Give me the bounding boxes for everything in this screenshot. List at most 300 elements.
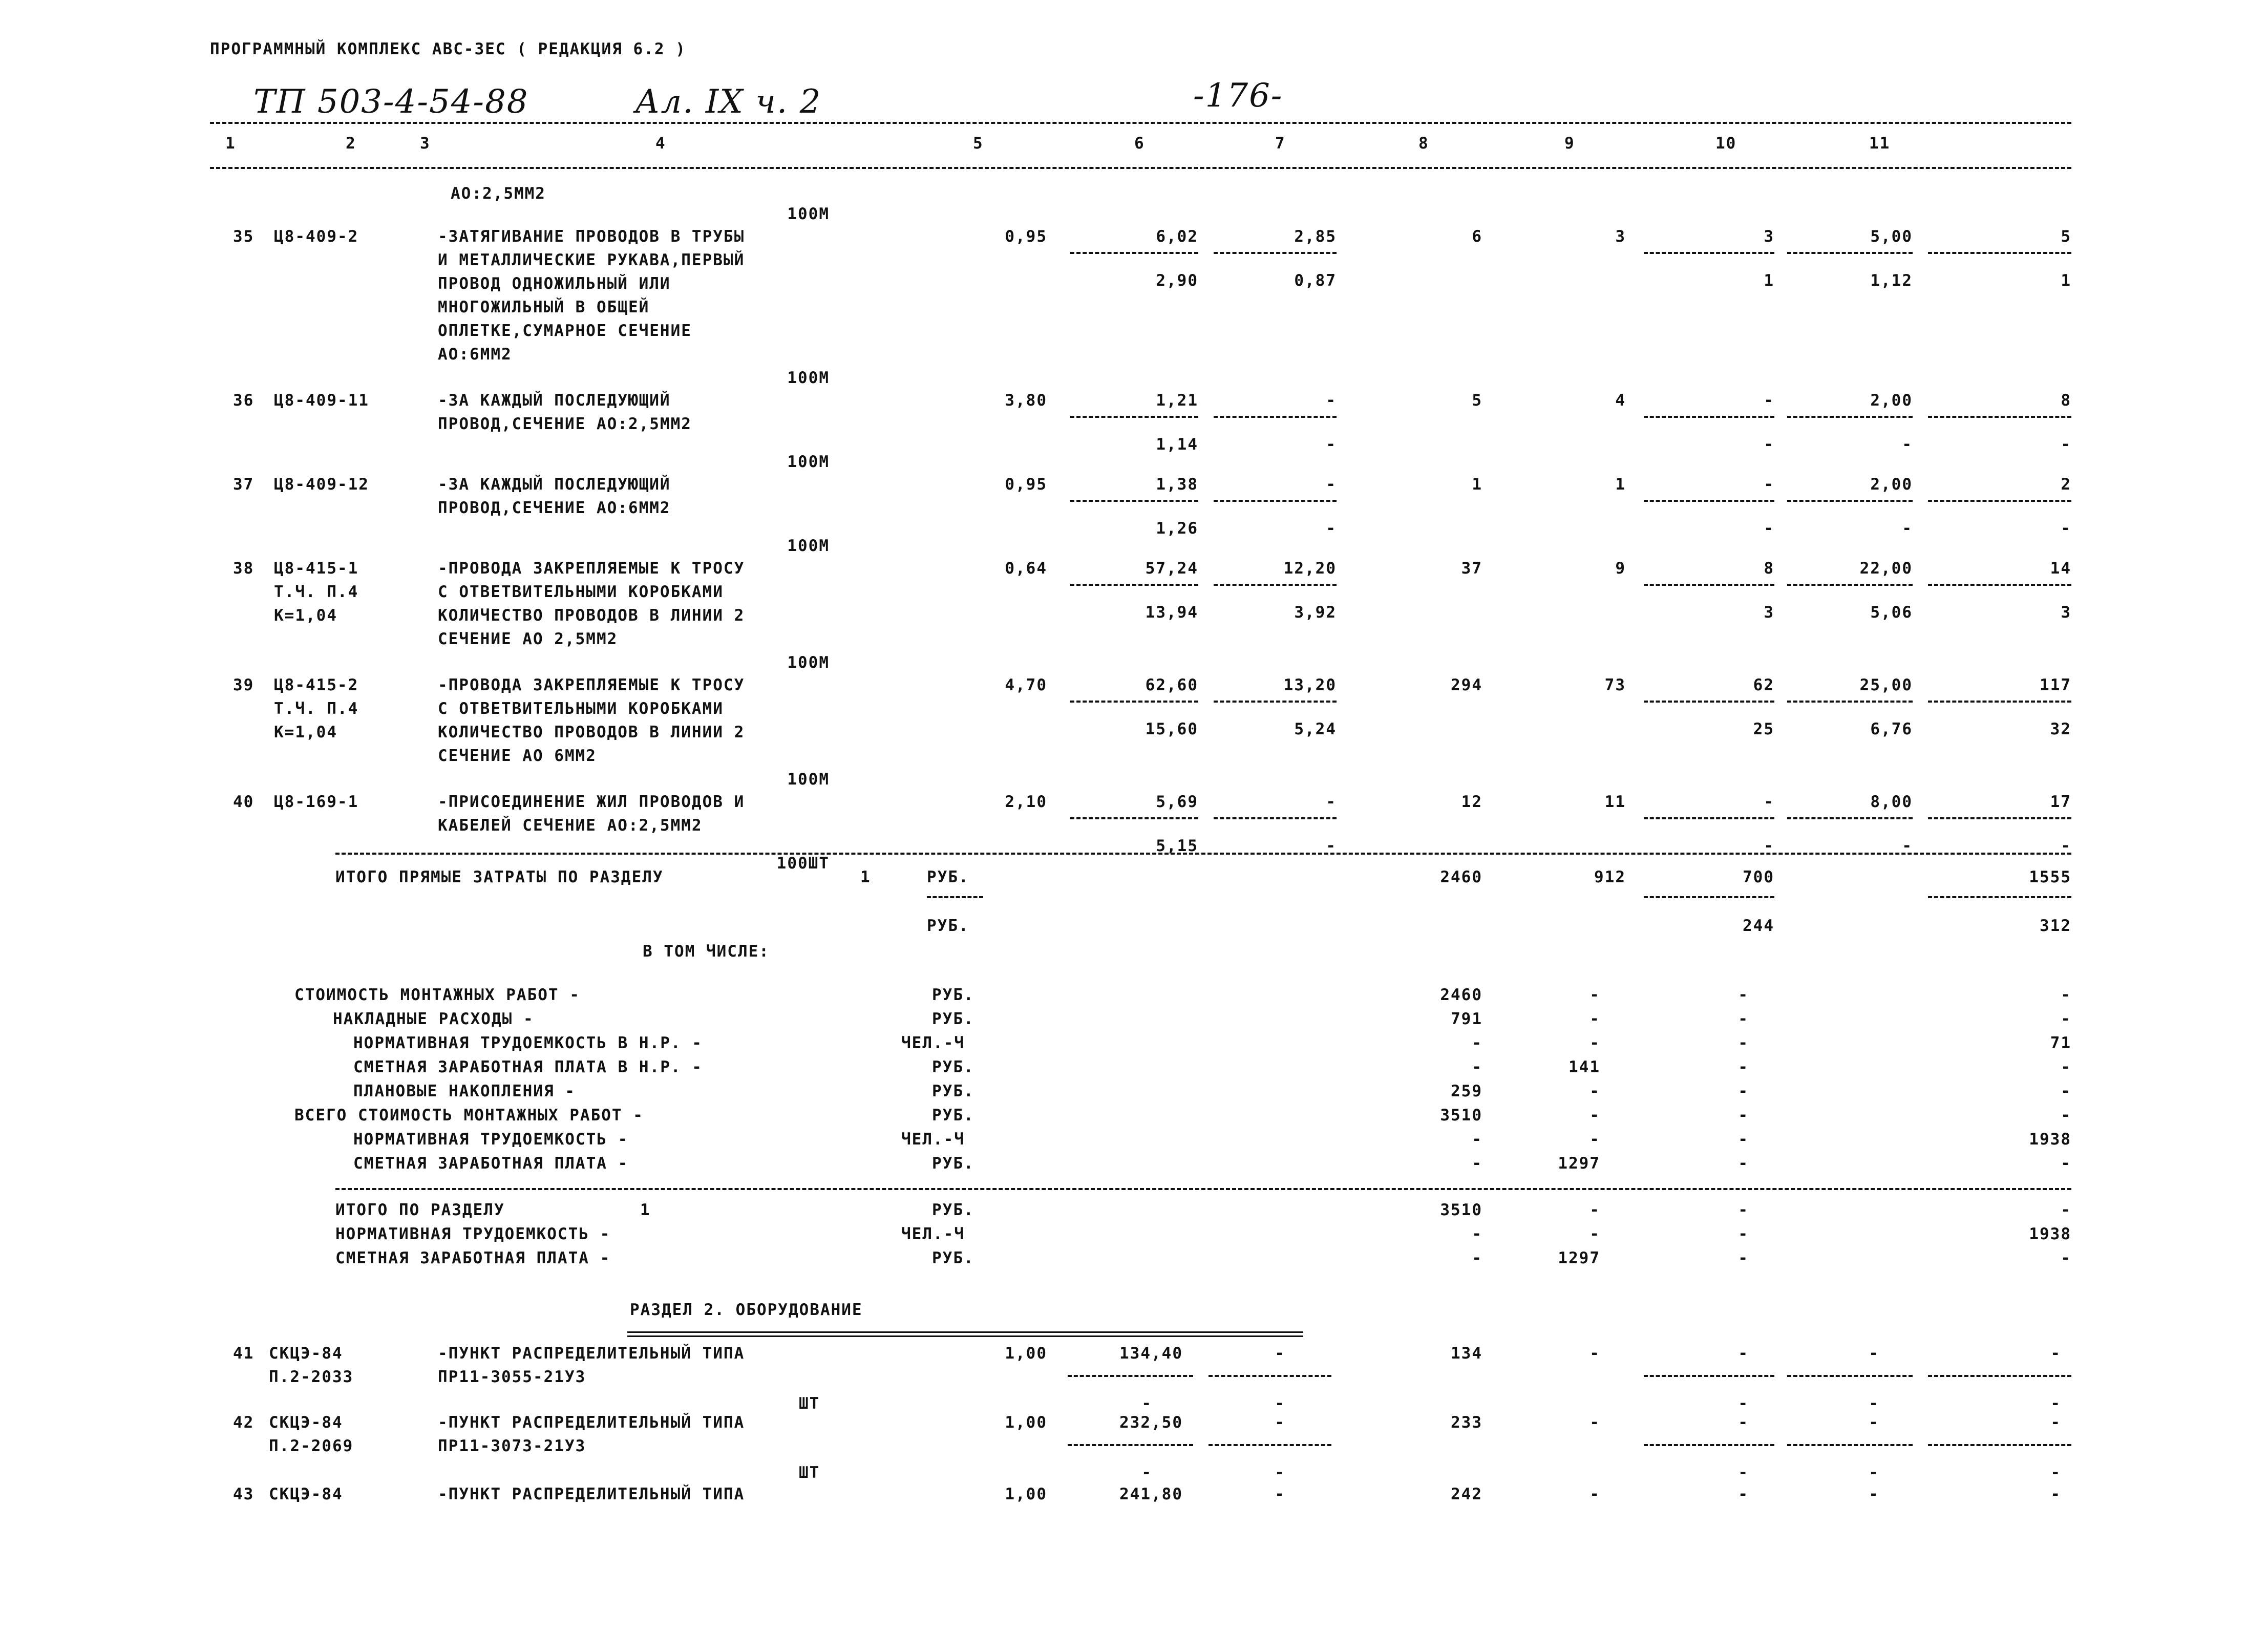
cell-c10-bottom: 1,12 [1870,271,1913,290]
summary-c8: 1297 [1558,1154,1600,1173]
cell-c11-top: 117 [2040,676,2071,694]
cell-c5-top: 5,69 [1156,793,1198,811]
col-header-11: 11 [1869,134,1891,153]
unit-label: 100М [787,369,830,387]
cell-c9-top: - [1764,793,1774,811]
cell-c5-top: 57,24 [1145,559,1198,578]
cell-c11-top: 14 [2050,559,2071,578]
cell-c5-bottom: 1,26 [1156,519,1198,538]
dash-rule [1070,817,1198,819]
col-header-6: 6 [1134,134,1145,153]
cell-c6-top: - [1326,793,1337,811]
dash-rule [1928,500,2071,502]
section-total-c7: - [1472,1225,1482,1243]
cell-c10-top: - [1869,1344,1879,1363]
cell-c6-bottom: - [1326,837,1337,855]
cell-c4: 1,00 [1005,1344,1047,1363]
section-total-c8: - [1589,1225,1600,1243]
total-direct-label: ИТОГО ПРЯМЫЕ ЗАТРАТЫ ПО РАЗДЕЛУ [335,868,664,886]
cell-c5-top: 1,21 [1156,391,1198,410]
item-number: 39 [233,676,255,694]
summary-c8: - [1589,986,1600,1004]
cell-c8: 1 [1615,475,1626,494]
doc-code: ТП 503-4-54-88 [253,83,529,121]
col-header-4: 4 [655,134,666,153]
summary-c7: 791 [1451,1010,1482,1028]
cell-c10-bottom: - [1869,1394,1879,1413]
cell-c10-top: 2,00 [1870,391,1913,410]
item-text: КАБЕЛЕЙ СЕЧЕНИЕ АО:2,5ММ2 [438,816,703,835]
item-number: 41 [233,1344,255,1363]
dash-rule [1644,416,1774,418]
total-direct-c9b: 244 [1743,917,1774,935]
item-text: ПР11-3055-21УЗ [438,1368,586,1386]
summary-unit: РУБ. [932,986,974,1004]
summary-c8: - [1589,1034,1600,1052]
cell-c9-bottom: 1 [1764,271,1774,290]
cell-c9-top: - [1738,1485,1749,1503]
total-rule [335,853,2071,855]
summary-c9: - [1738,1106,1749,1125]
cell-c6-top: 12,20 [1283,559,1337,578]
cell-c7: 294 [1451,676,1482,694]
cell-c9-bottom: 25 [1753,720,1774,738]
dash-rule [1068,1444,1193,1446]
cell-c9-top: - [1764,391,1774,410]
dash-rule [1787,500,1913,502]
cell-c7: 12 [1461,793,1482,811]
item-number: 37 [233,475,255,494]
summary-unit: РУБ. [932,1082,974,1100]
section2-underline [627,1331,1303,1337]
cell-c11-top: 17 [2050,793,2071,811]
cell-c9-bottom: - [1764,837,1774,855]
item-text: ПР11-3073-21УЗ [438,1437,586,1455]
dash-rule [1928,1444,2071,1446]
item-code: Ц8-169-1 [274,793,359,811]
summary-unit: ЧЕЛ.-Ч [901,1130,965,1149]
item-text: АО:2,5ММ2 [451,184,546,203]
section-total-c9: - [1738,1225,1749,1243]
unit-label: ШТ [799,1394,820,1413]
col-header-9: 9 [1564,134,1575,153]
dash-rule [1214,817,1337,819]
item-text: -ПРОВОДА ЗАКРЕПЛЯЕМЫЕ К ТРОСУ [438,559,745,578]
item-code: П.2-2033 [269,1368,354,1386]
cell-c11-bottom: 1 [2061,271,2071,290]
cell-c5-bottom: 1,14 [1156,435,1198,454]
cell-c8: 73 [1604,676,1626,694]
item-text: С ОТВЕТВИТЕЛЬНЫМИ КОРОБКАМИ [438,699,724,718]
cell-c8: 3 [1615,227,1626,246]
cell-c4: 0,95 [1005,227,1047,246]
cell-c5-top: 134,40 [1119,1344,1183,1363]
summary-c11: 1938 [2029,1130,2071,1149]
col-header-7: 7 [1275,134,1286,153]
summary-c11: - [2061,1082,2071,1100]
cell-c4: 4,70 [1005,676,1047,694]
cell-c7: 242 [1451,1485,1482,1503]
cell-c11-bottom: - [2050,1394,2061,1413]
cell-c11-bottom: 32 [2050,720,2071,738]
cell-c10-top: - [1869,1485,1879,1503]
item-code: Ц8-409-12 [274,475,369,494]
cell-c10-bottom: - [1869,1464,1879,1482]
item-text: ПРОВОД,СЕЧЕНИЕ АО:2,5ММ2 [438,415,692,433]
cell-c6-top: - [1275,1413,1285,1432]
item-code: К=1,04 [274,606,337,625]
item-code: СКЦЭ-84 [269,1485,343,1503]
item-text: СЕЧЕНИЕ АО 2,5ММ2 [438,630,618,648]
summary-c11: - [2061,1010,2071,1028]
dash-rule [1787,584,1913,586]
summary-label: НАКЛАДНЫЕ РАСХОДЫ - [333,1010,534,1028]
item-number: 42 [233,1413,255,1432]
dash-rule [1644,1444,1774,1446]
cell-c10-top: 8,00 [1870,793,1913,811]
summary-c9: - [1738,1034,1749,1052]
cell-c6-top: - [1326,475,1337,494]
col-header-10: 10 [1715,134,1737,153]
summary-label: СМЕТНАЯ ЗАРАБОТНАЯ ПЛАТА В Н.Р. - [353,1058,703,1076]
cell-c5-top: 6,02 [1156,227,1198,246]
item-text: -ЗАТЯГИВАНИЕ ПРОВОДОВ В ТРУБЫ [438,227,745,246]
item-text: -ПРИСОЕДИНЕНИЕ ЖИЛ ПРОВОДОВ И [438,793,745,811]
item-code: К=1,04 [274,723,337,741]
section-total-c11: - [2061,1249,2071,1267]
summary-label: ВСЕГО СТОИМОСТЬ МОНТАЖНЫХ РАБОТ - [294,1106,644,1125]
item-text: -ПУНКТ РАСПРЕДЕЛИТЕЛЬНЫЙ ТИПА [438,1485,745,1503]
section-total-c7: - [1472,1249,1482,1267]
summary-c7: 2460 [1440,986,1482,1004]
total-direct-c11: 1555 [2029,868,2071,886]
cell-c4: 2,10 [1005,793,1047,811]
cell-c10-top: - [1869,1413,1879,1432]
cell-c5-top: 232,50 [1119,1413,1183,1432]
item-code: Ц8-415-2 [274,676,359,694]
dash-rule [1928,817,2071,819]
summary-c9: - [1738,1130,1749,1149]
dash-rule [1644,817,1774,819]
cell-c6-bottom: - [1326,435,1337,454]
item-text: СЕЧЕНИЕ АО 6ММ2 [438,747,597,765]
summary-unit: РУБ. [932,1154,974,1173]
dash-rule [1644,500,1774,502]
cell-c5-bottom: - [1141,1464,1152,1482]
cell-c11-top: - [2050,1344,2061,1363]
dash-rule [1644,896,1774,898]
section-total-c9: - [1738,1201,1749,1219]
dash-rule [1787,817,1913,819]
dash-rule [1209,1444,1331,1446]
cell-c8: 11 [1604,793,1626,811]
item-text: -ПРОВОДА ЗАКРЕПЛЯЕМЫЕ К ТРОСУ [438,676,745,694]
dash-rule [1214,500,1337,502]
cell-c5-top: 62,60 [1145,676,1198,694]
cell-c6-bottom: - [1326,519,1337,538]
total-direct-c11b: 312 [2040,917,2071,935]
summary-c7: 259 [1451,1082,1482,1100]
section-total-c11: 1938 [2029,1225,2071,1243]
item-code: СКЦЭ-84 [269,1344,343,1363]
cell-c9-top: - [1738,1344,1749,1363]
summary-c9: - [1738,1082,1749,1100]
section-total-c8: 1297 [1558,1249,1600,1267]
unit-rule [927,896,983,898]
album-ref: Ал. IX ч. 2 [635,83,822,121]
summary-label: СТОИМОСТЬ МОНТАЖНЫХ РАБОТ - [294,986,580,1004]
cell-c10-top: 2,00 [1870,475,1913,494]
dash-rule [1209,1375,1331,1377]
unit-label: 100М [787,453,830,471]
section-total-c7: 3510 [1440,1201,1482,1219]
summary-c7: - [1472,1154,1482,1173]
unit-label: 100ШТ [776,854,830,873]
item-number: 35 [233,227,255,246]
item-text: И МЕТАЛЛИЧЕСКИЕ РУКАВА,ПЕРВЫЙ [438,251,745,269]
section-total-unit: ЧЕЛ.-Ч [901,1225,965,1243]
unit-label: 100М [787,205,830,223]
summary-c11: - [2061,986,2071,1004]
including-heading: В ТОМ ЧИСЛЕ: [643,942,770,961]
summary-c7: - [1472,1034,1482,1052]
cell-c7: 134 [1451,1344,1482,1363]
cell-c10-bottom: - [1902,435,1913,454]
cell-c5-bottom: 2,90 [1156,271,1198,290]
dash-rule [1070,252,1198,254]
item-code: СКЦЭ-84 [269,1413,343,1432]
cell-c6-bottom: - [1275,1464,1285,1482]
summary-c11: - [2061,1154,2071,1173]
item-code: Т.Ч. П.4 [274,583,359,601]
cell-c8: - [1589,1413,1600,1432]
item-text: МНОГОЖИЛЬНЫЙ В ОБЩЕЙ [438,298,650,316]
header-rule-top [210,122,2071,124]
summary-unit: ЧЕЛ.-Ч [901,1034,965,1052]
item-code: Ц8-409-2 [274,227,359,246]
section2-title: РАЗДЕЛ 2. ОБОРУДОВАНИЕ [630,1301,863,1319]
total-direct-c8: 912 [1594,868,1626,886]
summary-label: НОРМАТИВНАЯ ТРУДОЕМКОСТЬ В Н.Р. - [353,1034,703,1052]
summary-c9: - [1738,1058,1749,1076]
cell-c8: - [1589,1485,1600,1503]
item-text: ПРОВОД,СЕЧЕНИЕ АО:6ММ2 [438,499,671,517]
summary-c8: - [1589,1106,1600,1125]
cell-c9-bottom: - [1738,1464,1749,1482]
section-total-label: СМЕТНАЯ ЗАРАБОТНАЯ ПЛАТА - [335,1249,611,1267]
dash-rule [1214,701,1337,703]
item-text: КОЛИЧЕСТВО ПРОВОДОВ В ЛИНИИ 2 [438,606,745,625]
summary-c7: 3510 [1440,1106,1482,1125]
dash-rule [1787,252,1913,254]
summary-label: НОРМАТИВНАЯ ТРУДОЕМКОСТЬ - [353,1130,629,1149]
item-number: 36 [233,391,255,410]
item-text: -ЗА КАЖДЫЙ ПОСЛЕДУЮЩИЙ [438,391,671,410]
item-code: Ц8-415-1 [274,559,359,578]
item-code: П.2-2069 [269,1437,354,1455]
section-total-c8: - [1589,1201,1600,1219]
summary-c7: - [1472,1130,1482,1149]
col-header-5: 5 [973,134,984,153]
item-text: -ПУНКТ РАСПРЕДЕЛИТЕЛЬНЫЙ ТИПА [438,1344,745,1363]
cell-c11-top: 5 [2061,227,2071,246]
dash-rule [1644,701,1774,703]
summary-c8: - [1589,1010,1600,1028]
cell-c9-top: - [1764,475,1774,494]
dash-rule [1644,584,1774,586]
dash-rule [1928,252,2071,254]
summary-c9: - [1738,1154,1749,1173]
cell-c4: 3,80 [1005,391,1047,410]
cell-c4: 1,00 [1005,1485,1047,1503]
summary-unit: РУБ. [932,1106,974,1125]
item-code: Ц8-409-11 [274,391,369,410]
dash-rule [1070,500,1198,502]
item-number: 38 [233,559,255,578]
dash-rule [1928,584,2071,586]
cell-c11-bottom: 3 [2061,603,2071,622]
cell-c8: - [1589,1344,1600,1363]
cell-c9-bottom: - [1764,519,1774,538]
cell-c7: 6 [1472,227,1482,246]
cell-c6-top: 13,20 [1283,676,1337,694]
cell-c7: 37 [1461,559,1482,578]
cell-c11-top: - [2050,1485,2061,1503]
cell-c11-bottom: - [2061,519,2071,538]
dash-rule [1070,701,1198,703]
item-text: -ЗА КАЖДЫЙ ПОСЛЕДУЮЩИЙ [438,475,671,494]
item-text: ОПЛЕТКЕ,СУМАРНОЕ СЕЧЕНИЕ [438,322,692,340]
total-direct-c9: 700 [1743,868,1774,886]
cell-c6-bottom: - [1275,1394,1285,1413]
cell-c6-bottom: 3,92 [1294,603,1337,622]
summary-unit: РУБ. [932,1058,974,1076]
summary-c8: 141 [1568,1058,1600,1076]
item-text: -ПУНКТ РАСПРЕДЕЛИТЕЛЬНЫЙ ТИПА [438,1413,745,1432]
total-direct-c7: 2460 [1440,868,1482,886]
cell-c7: 5 [1472,391,1482,410]
dash-rule [1787,1375,1913,1377]
unit-label: 100М [787,770,830,789]
col-header-1: 1 [225,134,236,153]
cell-c6-top: - [1275,1485,1285,1503]
item-number: 40 [233,793,255,811]
dash-rule [1644,1375,1774,1377]
total-direct-unit: РУБ. [927,868,969,886]
item-text: АО:6ММ2 [438,345,512,364]
cell-c10-bottom: 6,76 [1870,720,1913,738]
cell-c11-bottom: - [2050,1464,2061,1482]
section-total-c11: - [2061,1201,2071,1219]
cell-c6-top: - [1326,391,1337,410]
item-text: КОЛИЧЕСТВО ПРОВОДОВ В ЛИНИИ 2 [438,723,745,741]
cell-c5-bottom: 15,60 [1145,720,1198,738]
cell-c11-top: - [2050,1413,2061,1432]
cell-c6-bottom: 5,24 [1294,720,1337,738]
cell-c6-top: - [1275,1344,1285,1363]
dash-rule [1928,1375,2071,1377]
dash-rule [1644,252,1774,254]
dash-rule [1928,896,2071,898]
section-total-label: ИТОГО ПО РАЗДЕЛУ [335,1201,505,1219]
cell-c6-top: 2,85 [1294,227,1337,246]
section-total-number: 1 [640,1201,651,1219]
cell-c9-top: - [1738,1413,1749,1432]
section-total-label: НОРМАТИВНАЯ ТРУДОЕМКОСТЬ - [335,1225,611,1243]
cell-c7: 1 [1472,475,1482,494]
cell-c6-bottom: 0,87 [1294,271,1337,290]
dash-rule [1928,416,2071,418]
section-total-rule [335,1188,2071,1190]
section-total-unit: РУБ. [932,1201,974,1219]
cell-c7: 233 [1451,1413,1482,1432]
dash-rule [1787,701,1913,703]
program-header: ПРОГРАММНЫЙ КОМПЛЕКС АВС-ЗЕС ( РЕДАКЦИЯ 6.2 ) [210,40,686,58]
summary-c7: - [1472,1058,1482,1076]
summary-c11: - [2061,1058,2071,1076]
cell-c9-bottom: - [1738,1394,1749,1413]
summary-label: СМЕТНАЯ ЗАРАБОТНАЯ ПЛАТА - [353,1154,629,1173]
dash-rule [1214,416,1337,418]
cell-c8: 9 [1615,559,1626,578]
cell-c10-top: 25,00 [1859,676,1913,694]
cell-c11-bottom: - [2061,435,2071,454]
cell-c11-top: 8 [2061,391,2071,410]
cell-c5-bottom: 13,94 [1145,603,1198,622]
cell-c10-top: 5,00 [1870,227,1913,246]
summary-unit: РУБ. [932,1010,974,1028]
summary-c8: - [1589,1130,1600,1149]
cell-c11-top: 2 [2061,475,2071,494]
unit-label: ШТ [799,1464,820,1482]
unit-label: 100М [787,537,830,555]
total-direct-section: 1 [860,868,871,886]
summary-c11: - [2061,1106,2071,1125]
cell-c9-top: 8 [1764,559,1774,578]
col-header-3: 3 [420,134,431,153]
cell-c9-bottom: 3 [1764,603,1774,622]
cell-c4: 0,64 [1005,559,1047,578]
cell-c5-bottom: - [1141,1394,1152,1413]
cell-c5-top: 1,38 [1156,475,1198,494]
header-rule-bottom [210,167,2071,169]
dash-rule [1928,701,2071,703]
item-text: С ОТВЕТВИТЕЛЬНЫМИ КОРОБКАМИ [438,583,724,601]
summary-label: ПЛАНОВЫЕ НАКОПЛЕНИЯ - [353,1082,576,1100]
cell-c5-top: 241,80 [1119,1485,1183,1503]
dash-rule [1070,584,1198,586]
cell-c8: 4 [1615,391,1626,410]
col-header-2: 2 [346,134,356,153]
cell-c9-top: 3 [1764,227,1774,246]
item-code: Т.Ч. П.4 [274,699,359,718]
item-text: ПРОВОД ОДНОЖИЛЬНЫЙ ИЛИ [438,274,671,293]
cell-c4: 1,00 [1005,1413,1047,1432]
cell-c10-top: 22,00 [1859,559,1913,578]
section-total-unit: РУБ. [932,1249,974,1267]
cell-c9-bottom: - [1764,435,1774,454]
summary-c9: - [1738,1010,1749,1028]
page-number: -176- [1193,77,1283,115]
section-total-c9: - [1738,1249,1749,1267]
cell-c10-bottom: 5,06 [1870,603,1913,622]
item-number: 43 [233,1485,255,1503]
summary-c9: - [1738,986,1749,1004]
cell-c9-top: 62 [1753,676,1774,694]
cell-c11-bottom: - [2061,837,2071,855]
dash-rule [1070,416,1198,418]
dash-rule [1214,252,1337,254]
